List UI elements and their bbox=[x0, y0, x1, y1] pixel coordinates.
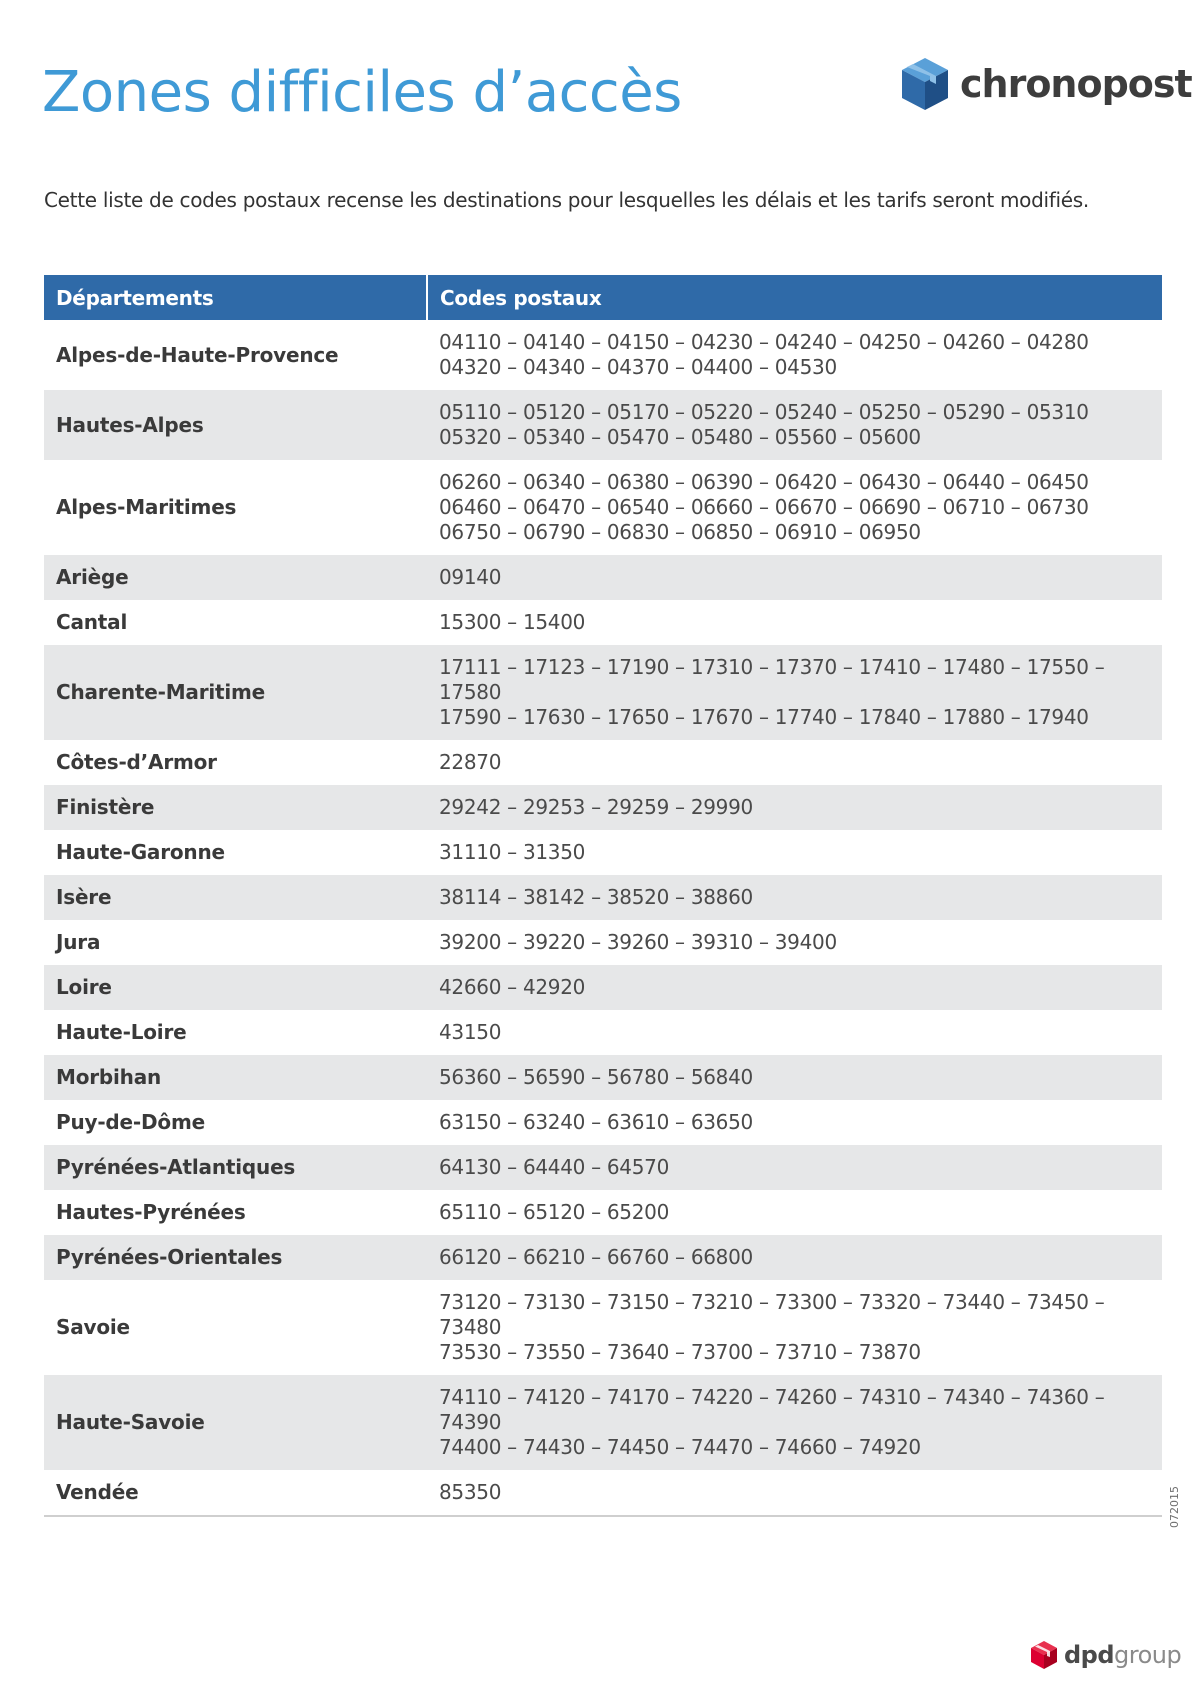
department-name: Morbihan bbox=[44, 1055, 427, 1100]
department-name: Alpes-Maritimes bbox=[56, 495, 237, 519]
postal-codes: 39200 – 39220 – 39260 – 39310 – 39400 bbox=[439, 930, 837, 954]
department-name: Cantal bbox=[56, 610, 128, 634]
table-row bbox=[44, 390, 1162, 460]
department-name: Savoie bbox=[56, 1315, 130, 1339]
department-name: Vendée bbox=[44, 1470, 427, 1516]
table-row bbox=[44, 320, 1162, 390]
postal-codes: 31110 – 31350 bbox=[439, 840, 586, 864]
department-name: Haute-Savoie bbox=[44, 1375, 427, 1470]
table-row bbox=[44, 1055, 1162, 1100]
table-row bbox=[44, 875, 1162, 920]
table-row bbox=[44, 1190, 1162, 1235]
department-name: Haute-Garonne bbox=[56, 840, 225, 864]
zones-table bbox=[44, 275, 1162, 1517]
table-row bbox=[44, 830, 1162, 875]
postal-codes: 15300 – 15400 bbox=[439, 610, 586, 634]
chronopost-logo bbox=[900, 56, 1192, 112]
postal-codes: 38114 – 38142 – 38520 – 38860 bbox=[427, 875, 1162, 920]
department-name: Jura bbox=[56, 930, 101, 954]
postal-codes: 04110 – 04140 – 04150 – 04230 – 04240 – 04250 – 04260 – 04280 04320 – 04340 – 04370 – 04400 – 04530 bbox=[439, 330, 1089, 379]
postal-codes: 09140 bbox=[427, 555, 1162, 600]
table-row bbox=[44, 1375, 1162, 1470]
header-codes-postaux: Codes postaux bbox=[427, 275, 1162, 320]
table-row bbox=[44, 555, 1162, 600]
postal-codes: 56360 – 56590 – 56780 – 56840 bbox=[427, 1055, 1162, 1100]
department-name: Pyrénées-Atlantiques bbox=[44, 1145, 427, 1190]
table-row bbox=[44, 740, 1162, 785]
postal-codes: 22870 bbox=[439, 750, 502, 774]
postal-codes: 85350 bbox=[427, 1470, 1162, 1516]
dpd-wordmark-bold: dpd bbox=[1064, 1641, 1115, 1669]
chronopost-cube-icon bbox=[900, 56, 950, 112]
postal-codes: 65110 – 65120 – 65200 bbox=[439, 1200, 669, 1224]
table-row bbox=[44, 965, 1162, 1010]
table-row bbox=[44, 1470, 1162, 1516]
postal-codes: 73120 – 73130 – 73150 – 73210 – 73300 – 73320 – 73440 – 73450 – 73480 73530 – 73550 – 73640 – 73700 – 73710 – 73870 bbox=[439, 1290, 1105, 1364]
dpd-wordmark-light: group bbox=[1114, 1641, 1182, 1669]
intro-text: Cette liste de codes postaux recense les destinations pour lesquelles les délais et les tarifs seront modifiés. bbox=[44, 188, 1089, 212]
table-row bbox=[44, 785, 1162, 830]
table-row bbox=[44, 460, 1162, 555]
table-header-row bbox=[44, 275, 1162, 320]
postal-codes: 66120 – 66210 – 66760 – 66800 bbox=[427, 1235, 1162, 1280]
department-name: Pyrénées-Orientales bbox=[44, 1235, 427, 1280]
department-name: Hautes-Alpes bbox=[44, 390, 427, 460]
table-row bbox=[44, 1280, 1162, 1375]
dpd-group-logo bbox=[1030, 1640, 1181, 1670]
table-row bbox=[44, 645, 1162, 740]
table-body bbox=[44, 320, 1162, 1516]
table-row bbox=[44, 1100, 1162, 1145]
postal-codes: 29242 – 29253 – 29259 – 29990 bbox=[427, 785, 1162, 830]
header-departements: Départements bbox=[44, 275, 427, 320]
department-name: Côtes-d’Armor bbox=[56, 750, 217, 774]
table-row bbox=[44, 1010, 1162, 1055]
page-title: Zones difficiles d’accès bbox=[42, 60, 682, 125]
department-name: Alpes-de-Haute-Provence bbox=[56, 342, 339, 367]
department-name: Puy-de-Dôme bbox=[56, 1110, 205, 1134]
table-row bbox=[44, 600, 1162, 645]
department-name: Hautes-Pyrénées bbox=[56, 1200, 246, 1224]
dpd-group-wordmark bbox=[1064, 1641, 1181, 1669]
brand-name: chronopost bbox=[960, 62, 1192, 106]
dpd-cube-icon bbox=[1030, 1640, 1058, 1670]
department-name: Loire bbox=[44, 965, 427, 1010]
table-row bbox=[44, 920, 1162, 965]
postal-codes: 42660 – 42920 bbox=[427, 965, 1162, 1010]
department-name: Ariège bbox=[44, 555, 427, 600]
postal-codes: 17111 – 17123 – 17190 – 17310 – 17370 – 17410 – 17480 – 17550 – 17580 17590 – 17630 – 17650 – 17670 – 17740 – 17840 – 17880 – 17940 bbox=[427, 645, 1162, 740]
postal-codes: 05110 – 05120 – 05170 – 05220 – 05240 – 05250 – 05290 – 05310 05320 – 05340 – 05470 – 05480 – 05560 – 05600 bbox=[427, 390, 1162, 460]
postal-codes: 74110 – 74120 – 74170 – 74220 – 74260 – 74310 – 74340 – 74360 – 74390 74400 – 74430 – 74450 – 74470 – 74660 – 74920 bbox=[427, 1375, 1162, 1470]
postal-codes: 63150 – 63240 – 63610 – 63650 bbox=[439, 1110, 753, 1134]
department-name: Charente-Maritime bbox=[44, 645, 427, 740]
table-row bbox=[44, 1145, 1162, 1190]
postal-codes: 43150 bbox=[439, 1020, 502, 1044]
table-row bbox=[44, 1235, 1162, 1280]
postal-codes: 64130 – 64440 – 64570 bbox=[427, 1145, 1162, 1190]
version-code: 072015 bbox=[1168, 1486, 1181, 1528]
department-name: Haute-Loire bbox=[56, 1020, 187, 1044]
department-name: Isère bbox=[44, 875, 427, 920]
department-name: Finistère bbox=[44, 785, 427, 830]
postal-codes: 06260 – 06340 – 06380 – 06390 – 06420 – 06430 – 06440 – 06450 06460 – 06470 – 06540 – 06660 – 06670 – 06690 – 06710 – 06730 06750 – 06790 – 06830 – 06850 – 06910 – 06950 bbox=[439, 470, 1089, 544]
